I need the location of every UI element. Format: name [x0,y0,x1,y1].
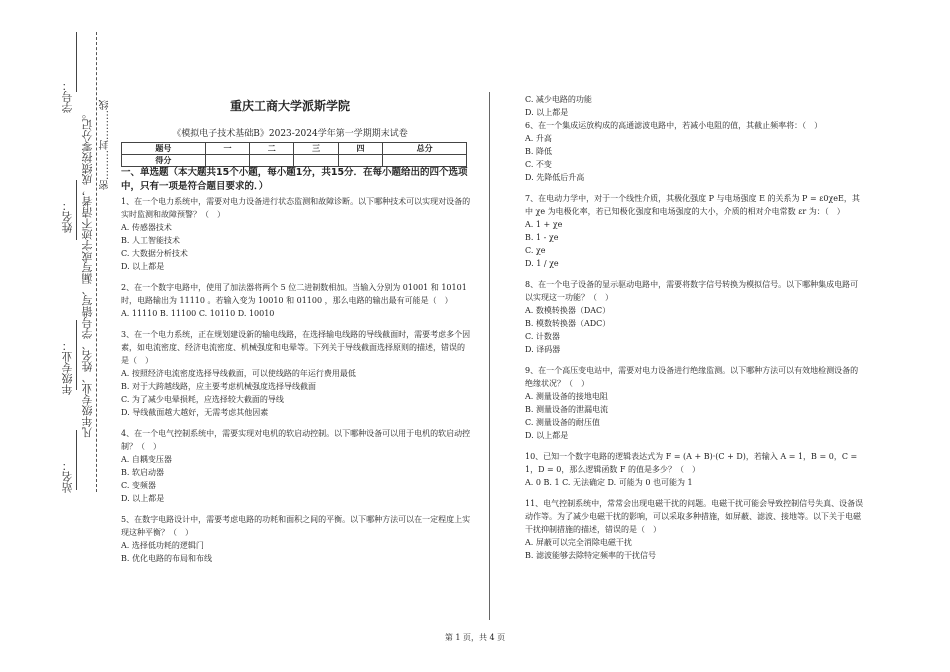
seal-text: 密………封………线 [100,100,111,190]
score-cell [205,155,249,167]
school-name: 重庆工商大学派斯学院 [229,99,350,113]
score-cell [294,155,338,167]
score-cell: 一 [205,143,249,155]
option: C. 测量设备的耐压值 [525,418,600,427]
option: C. 变频器 [121,481,156,490]
question-stem: 9、在一个高压变电站中，需要对电力设备进行绝缘监测。以下哪种方法可以有效地检测设备的绝缘状况？（ ） [525,366,859,388]
question-stem: 11、电气控制系统中，常常会出现电磁干扰的问题。电磁干扰可能会导致控制信号失真、设备误动作等。为了减少电磁干扰的影响，可以采取多种措施，如屏蔽、滤波、接地等。以下关于电磁干扰抑制措施的描述，错误的是（ ） [525,499,864,534]
option: D. 译码器 [525,345,561,354]
option: B. 对于大跨越线路，应主要考虑机械强度选择导线截面 [121,382,316,391]
option: D. 以上都是 [525,108,569,117]
option: A. 选择低功耗的逻辑门 [121,541,204,550]
question [525,278,865,356]
question-continued [525,93,865,119]
option: D. 先降低后升高 [525,173,585,182]
question [525,497,865,562]
option: D. 1 / χe [525,259,559,268]
question-stem: 1、在一个电力系统中，需要对电力设备进行状态监测和故障诊断。以下哪种技术可以实现对设备的实时监测和故障预警？（ ） [121,197,471,219]
score-cell [383,155,467,167]
column-divider [489,92,490,620]
option: D. 以上都是 [121,262,165,271]
exam-title: 《模拟电子技术基础B》2023-2024学年第一学期期末试卷 [172,129,408,139]
question [525,119,865,184]
school-no-label: 学号： [61,80,74,113]
question-stem: 10、已知一个数字电路的逻辑表达式为 F = (A + B)·(C + D)，若输入 A = 1，B = 0，C = 1，D = 0，那么逻辑函数 F 的值是多少？（ ） [525,452,858,474]
option: A. 1 + χe [525,220,563,229]
option: C. 不变 [525,160,552,169]
option: B. 人工智能技术 [121,236,180,245]
margin-notice: 凡年级专业、姓名、学号错写、漏写或字迹不清者，成绩按零分记。 [81,108,94,438]
option: B. 软启动器 [121,468,164,477]
left-column [121,166,471,565]
score-cell [338,155,382,167]
right-column [525,93,865,562]
question-stem: 3、在一个电力系统，正在规划建设新的输电线路，在选择输电线路的导线截面时，需要考虑多个因素，如电流密度、经济电流密度、机械强度和电晕等。下列关于导线截面选择原则的描述，错误的是（ ） [121,330,471,365]
option: A. 升高 [525,134,552,143]
option: B. 滤波能够去除特定频率的干扰信号 [525,551,656,560]
question-stem: 5、在数字电路设计中，需要考虑电路的功耗和面积之间的平衡。以下哪种方法可以在一定程度上实现这种平衡？（ ） [121,515,471,537]
question [525,192,865,270]
question [121,427,471,505]
question-stem: 6、在一个集成运放构成的高通滤波电路中，若减小电阻的值，其截止频率将：（ ） [525,121,823,130]
option: B. 优化电路的布局和布线 [121,554,212,563]
option: C. 计数器 [525,332,560,341]
option: A. 传感器技术 [121,223,172,232]
option: A. 11110 B. 11100 C. 10110 D. 10010 [121,309,275,318]
question [525,364,865,442]
seal-line [96,32,97,492]
option: B. 1 - χe [525,233,559,242]
section-title: 一、单选题（本大题共15个小题，每小题1分，共15分．在每小题给出的四个选项中，只有一项是符合题目要求的．） [121,167,468,192]
option: A. 按照经济电流密度选择导线截面，可以使线路的年运行费用最低 [121,369,356,378]
option: A. 测量设备的接地电阻 [525,392,608,401]
class-underline [76,320,77,390]
score-table-header-row [122,143,467,155]
score-cell: 总分 [383,143,467,155]
name-underline [76,180,77,240]
option: C. 减少电路的功能 [525,95,592,104]
option: D. 以上都是 [121,494,165,503]
option: B. 降低 [525,147,552,156]
option: A. 0 B. 1 C. 无法确定 D. 可能为 0 也可能为 1 [525,478,693,487]
option: A. 自耦变压器 [121,455,172,464]
question-list [121,195,471,565]
option: B. 测量设备的泄漏电流 [525,405,608,414]
score-table [121,142,467,167]
question [121,513,471,565]
option: C. 为了减少电晕损耗，应选择较大截面的导线 [121,395,284,404]
score-cell: 得分 [122,155,206,167]
question-list [525,119,865,562]
option: D. 以上都是 [525,431,569,440]
question-stem: 7、在电动力学中，对于一个线性介质，其极化强度 P 与电场强度 E 的关系为 P = ε0χeE，其中 χe 为电极化率，若已知极化强度和电场强度的大小，介质的相对介电常数 εr 为：（ ） [525,194,860,216]
site-underline [76,430,77,490]
option: C. χe [525,246,546,255]
option: A. 数模转换器（DAC） [525,306,611,315]
option: B. 模数转换器（ADC） [525,319,611,328]
page-footer: 第 1 页，共 4 页 [444,633,506,642]
class-label: 年级专业： [61,340,74,395]
question [525,450,865,489]
score-cell: 三 [294,143,338,155]
question-stem: 2、在一个数字电路中，使用了加法器将两个 5 位二进制数相加。当输入分别为 01001 和 10101 时，电路输出为 11110 。若输入变为 10010 和 01100 ，那么电路的输出最有可能是（ ） [121,283,467,305]
question-stem: 4、在一个电气控制系统中，需要实现对电机的软启动控制。以下哪种设备可以用于电机的软启动控制？（ ） [121,429,471,451]
question [121,281,471,320]
option: C. 大数据分析技术 [121,249,188,258]
school-no-underline [76,32,77,92]
score-cell: 题号 [122,143,206,155]
score-cell: 二 [250,143,294,155]
question [121,328,471,419]
question-stem: 8、在一个电子设备的显示驱动电路中，需要将数字信号转换为模拟信号。以下哪种集成电路可以实现这一功能？（ ） [525,280,859,302]
question [121,195,471,273]
score-cell [250,155,294,167]
option: D. 导线截面越大越好，无需考虑其他因素 [121,408,269,417]
option: A. 屏蔽可以完全消除电磁干扰 [525,538,632,547]
name-label: 姓名： [61,200,74,233]
score-cell: 四 [338,143,382,155]
site-label: 站名： [61,460,74,493]
score-table-score-row [122,155,467,167]
